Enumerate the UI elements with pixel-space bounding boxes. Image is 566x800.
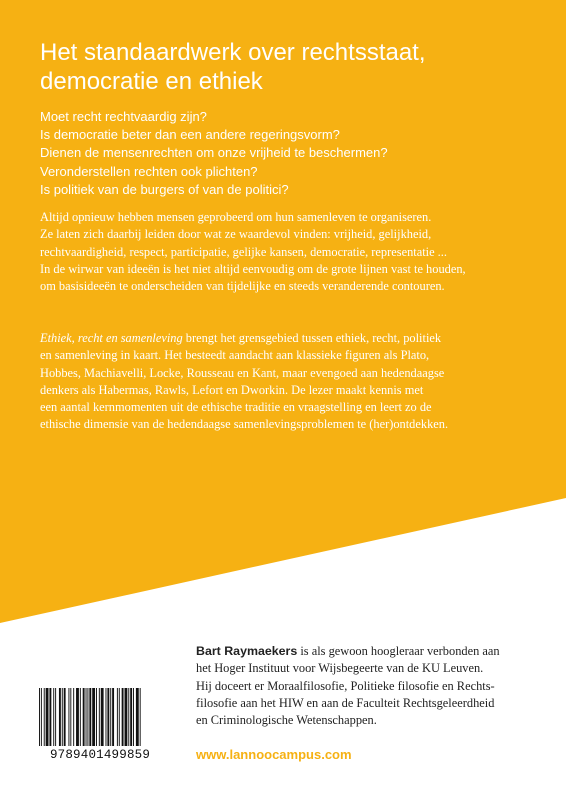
barcode-bar — [110, 688, 111, 746]
barcode-bar — [73, 688, 74, 746]
barcode-bar — [99, 688, 100, 746]
paragraph-line: ethische dimensie van de hedendaagse samenlevingsproblemen te (her)ontdekken. — [40, 417, 449, 432]
barcode-bar — [55, 688, 56, 746]
barcode-bar — [130, 688, 132, 746]
intro-paragraph — [40, 209, 530, 295]
barcode-bar — [86, 688, 87, 746]
barcode-bar — [44, 688, 45, 746]
barcode-bar — [70, 688, 71, 746]
question-item: Veronderstellen rechten ook plichten? — [40, 163, 258, 179]
barcode-bar — [53, 688, 54, 746]
bio-line-rest: is als gewoon hoogleraar verbonden aan — [297, 644, 500, 658]
barcode-bar — [83, 688, 85, 746]
paragraph-line: denkers als Habermas, Rawls, Lefort en Dworkin. De lezer maakt kennis met — [40, 382, 424, 397]
question-item: Moet recht rechtvaardig zijn? — [40, 109, 207, 124]
barcode-bar — [136, 688, 139, 746]
bio-line: filosofie aan het HIW en aan de Faculteit Rechtsgeleerdheid — [196, 695, 495, 710]
barcode-bar — [49, 688, 51, 746]
isbn-barcode — [33, 684, 163, 768]
barcode-bar — [122, 688, 124, 746]
bio-line: en Criminologische Wetenschappen. — [196, 713, 377, 728]
barcode-bar — [62, 688, 63, 746]
paragraph-line: rechtvaardigheid, respect, participatie, gelijke kansen, democratie, representatie ... — [40, 244, 447, 259]
paragraph-line: Altijd opnieuw hebben mensen geprobeerd om hun samenleven te organiseren. — [40, 210, 432, 224]
paragraph-line: om basisideeën te onderscheiden van tijdelijke en steeds veranderende contouren. — [40, 279, 445, 294]
author-bio — [196, 643, 546, 729]
paragraph-line — [40, 330, 530, 347]
barcode-bar — [96, 688, 97, 746]
bio-line: het Hoger Instituut voor Wijsbegeerte van de KU Leuven. — [196, 661, 484, 676]
barcode-bar — [106, 688, 107, 746]
paragraph-line: een aantal kernmomenten uit de ethische traditie en vraagstelling en leert zo de — [40, 400, 432, 415]
barcode-bar — [80, 688, 81, 746]
book-title: Ethiek, recht en samenleving — [40, 331, 183, 345]
paragraph-line: Hobbes, Machiavelli, Locke, Rousseau en Kant, maar evengoed aan hedendaagse — [40, 365, 445, 380]
barcode-bar — [92, 688, 95, 746]
barcode-bar — [133, 688, 134, 746]
barcode-bar — [89, 688, 91, 746]
paragraph-line: en samenleving in kaart. Het besteedt aandacht aan klassieke figuren als Plato, — [40, 348, 430, 363]
barcode-icon — [39, 688, 161, 748]
barcode-bar — [64, 688, 66, 746]
barcode-bar — [128, 688, 129, 746]
author-name: Bart Raymaekers — [196, 644, 298, 658]
barcode-bar — [117, 688, 118, 746]
description-paragraph — [40, 330, 530, 434]
paragraph-line: In de wirwar van ideeën is het niet altijd eenvoudig om de grote lijnen vast te houden, — [40, 261, 466, 276]
headline-line-2: democratie en ethiek — [40, 68, 263, 95]
barcode-bar — [112, 688, 114, 746]
bio-line — [196, 643, 546, 660]
barcode-bar — [68, 688, 69, 746]
barcode-bar — [41, 688, 42, 746]
bio-line: Hij doceert er Moraalfilosofie, Politieke filosofie en Rechts- — [196, 678, 495, 693]
barcode-bar — [119, 688, 120, 746]
publisher-website: www.lannoocampus.com — [196, 747, 352, 762]
barcode-bar — [76, 688, 79, 746]
paragraph-line: Ze laten zich daarbij leiden door wat ze waardevol vinden: vrijheid, gelijkheid, — [40, 227, 432, 242]
barcode-bar — [87, 688, 88, 746]
barcode-bar — [59, 688, 61, 746]
barcode-bar — [125, 688, 128, 746]
question-item: Dienen de mensenrechten om onze vrijheid te beschermen? — [40, 145, 388, 161]
question-item: Is democratie beter dan een andere regeringsvorm? — [40, 127, 340, 143]
question-list — [40, 108, 388, 199]
barcode-bar — [39, 688, 40, 746]
paragraph-line-rest: brengt het grensgebied tussen ethiek, recht, politiek — [182, 331, 442, 345]
headline-line-1: Het standaardwerk over rechtsstaat, — [40, 39, 426, 66]
barcode-bar — [101, 688, 104, 746]
isbn-number: 9789401499859 — [49, 748, 151, 762]
barcode-bar — [46, 688, 49, 746]
barcode-bar — [107, 688, 109, 746]
headline — [40, 38, 540, 96]
barcode-bar — [140, 688, 141, 746]
question-item: Is politiek van de burgers of van de politici? — [40, 181, 289, 197]
